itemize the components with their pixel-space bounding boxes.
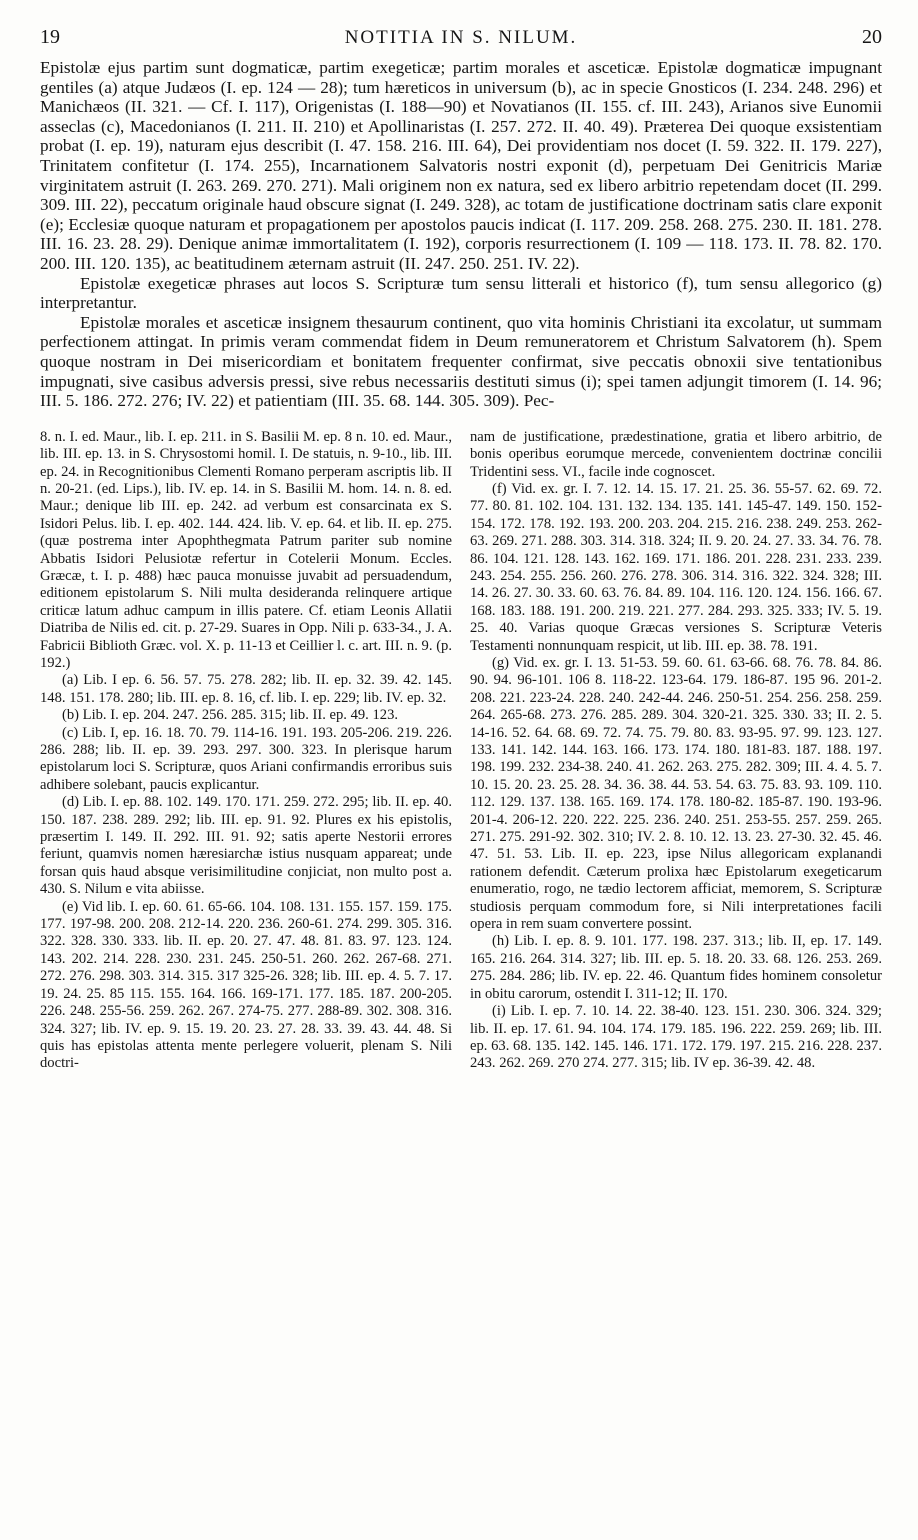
footnote-continuation: 8. n. I. ed. Maur., lib. I. ep. 211. in S. Basilii M. ep. 8 n. 10. ed. Maur., lib. III. ep. 13. in S. Chrysostomi homil. I. De statuis, n. 9-10., lib. III. ep. 24. in Recognitionibus Clementi Romano perperam ascriptis lib. II n. 20-21. (ed. Lips.), lib. IV. ep. 14. in S. Basilii M. hom. 14. n. 8. ed. Maur.; denique lib III. ep. 242. ad verbum est consarcinata ex S. Isidori Pelus. lib. I. ep. 402. 144. 424. lib. V. ep. 64. et lib. II. ep. 275. (quæ postrema inter Apophthegmata Patrum pariter sub nomine Abbatis Isidori Pelusiotæ refertur in Cotelerii Monum. Eccles. Græcæ, t. I. p. 488) hæc pauca monuisse juvabit ad persuadendum, editionem epistolarum S. Nili multa desideranda relinquere artique criticæ latum adhuc campum in illis patere. Cf. etiam Leonis Allatii Diatriba de Nilis ed. cit. p. 27-29. Suares in Opp. Nili p. 633-34., J. A. Fabricii Biblioth Græc. vol. X. p. 11-13 et Ceillier l. c. art. III. n. 9. (p. 192.) <box>40 428 452 671</box>
paragraph-moral: Epistolæ morales et asceticæ insignem thesaurum continent, quo vita hominis Christiani ita excolatur, ut summam perfectionem attingat. In primis veram commendat fidem in Deum remuneratorem et Christum Salvatorem (h). Spem quoque nostram in Dei misericordiam et bonitatem frequenter confirmat, sive peccatis obnoxii sive tentationibus impugnati, sive casibus adversis pressi, sive rebus necessariis destituti simus (i); spei tamen adjungit timorem (I. 14. 96; III. 5. 186. 272. 276; IV. 22) et patientiam (III. 35. 68. 144. 305. 309). Pec- <box>40 312 882 411</box>
footnote-column-left <box>40 429 452 1073</box>
footnote-g: (g) Vid. ex. gr. I. 13. 51-53. 59. 60. 61. 63-66. 68. 76. 78. 84. 86. 90. 94. 96-101. 106 8. 118-22. 123-64. 179. 186-87. 195 96. 201-2. 208. 221. 223-24. 228. 240. 242-44. 246. 250-51. 254. 256. 258. 259. 264. 265-68. 273. 276. 285. 289. 304. 320-21. 325. 330. 33; II. 2. 5. 14-16. 52. 64. 68. 69. 72. 74. 75. 79. 80. 83. 93-95. 97. 99. 123. 127. 133. 141. 142. 144. 163. 166. 173. 174. 180. 181-83. 187. 188. 197. 198. 199. 232. 234-38. 240. 41. 262. 263. 275. 282. 309; III. 4. 4. 5. 7. 10. 15. 20. 23. 25. 28. 34. 36. 38. 44. 53. 54. 63. 75. 83. 93. 109. 110. 112. 129. 137. 138. 165. 169. 174. 178. 180-82. 185-87. 190. 193-96. 201-4. 206-12. 220. 222. 225. 236. 240. 251. 253-55. 257. 259. 265. 271. 275. 291-92. 302. 310; IV. 2. 8. 10. 12. 13. 23. 27-30. 32. 45. 46. 47. 51. 53. Lib. II. ep. 223, ipse Nilus allegoricam explanandi rationem defendit. Cæterum prolixa hæc Epistolarum exegeticarum enumeratio, rogo, ne tædio lectorem afficiat, memorem, S. Scripturæ studiosis perquam commodum fore, si Nili interpretationes facili opera in rem suam convertere possint. <box>470 654 882 933</box>
paragraph-exegetic: Epistolæ exegeticæ phrases aut locos S. Scripturæ tum sensu litterali et historico (f), tum sensu allegorico (g) interpretantur. <box>40 273 882 313</box>
main-text <box>40 58 882 411</box>
page-title: NOTITIA IN S. NILUM. <box>344 27 578 48</box>
page-number-right: 20 <box>862 26 882 48</box>
footnotes <box>40 429 882 1073</box>
footnote-e-continuation: nam de justificatione, prædestinatione, gratia et libero arbitrio, de bonis operibus eorumque mercede, convenientem doctrinæ concilii Tridentini sess. VI., facile inde cognoscet. <box>470 428 882 480</box>
footnote-f: (f) Vid. ex. gr. I. 7. 12. 14. 15. 17. 21. 25. 36. 55-57. 62. 69. 72. 77. 80. 81. 102. 104. 131. 132. 134. 135. 141. 145-47. 149. 150. 152-154. 172. 178. 192. 193. 200. 203. 204. 215. 216. 238. 249. 253. 262-63. 269. 271. 288. 303. 314. 318. 324; II. 9. 20. 24. 27. 33. 34. 76. 78. 86. 104. 121. 128. 143. 162. 169. 171. 186. 201. 228. 231. 233. 239. 243. 254. 255. 256. 260. 276. 278. 306. 314. 316. 322. 324. 328; III. 14. 26. 27. 30. 33. 60. 63. 76. 84. 89. 104. 116. 120. 124. 156. 166. 67. 168. 183. 188. 191. 200. 219. 221. 277. 284. 293. 325. 333; IV. 5. 19. 25. 40. Varias quoque Græcas versiones S. Scripturæ Veteris Testamenti nonnunquam respicit, ut lib. III. ep. 38. 78. 191. <box>470 480 882 654</box>
section-divider <box>40 411 882 429</box>
footnote-c: (c) Lib. I, ep. 16. 18. 70. 79. 114-16. 191. 193. 205-206. 219. 226. 286. 288; lib. II. ep. 39. 293. 297. 300. 323. In plerisque harum epistolarum loci S. Scripturæ, quos Ariani confirmandis erroribus suis adhibere solebant, paucis explicantur. <box>40 724 452 793</box>
page-number-left: 19 <box>40 26 60 48</box>
footnote-i: (i) Lib. I. ep. 7. 10. 14. 22. 38-40. 123. 151. 230. 306. 324. 329; lib. II. ep. 17. 61. 94. 104. 174. 179. 185. 196. 222. 259. 269; lib. III. ep. 63. 68. 135. 142. 145. 146. 171. 172. 179. 197. 215. 216. 228. 237. 243. 262. 269. 270 274. 277. 315; lib. IV ep. 36-39. 42. 48. <box>470 1003 882 1072</box>
footnote-a: (a) Lib. I ep. 6. 56. 57. 75. 278. 282; lib. II. ep. 32. 39. 42. 145. 148. 151. 178. 280; lib. III. ep. 8. 16, cf. lib. I. ep. 229; lib. IV. ep. 32. <box>40 672 452 706</box>
footnote-b: (b) Lib. I. ep. 204. 247. 256. 285. 315; lib. II. ep. 49. 123. <box>62 707 399 724</box>
footnote-d: (d) Lib. I. ep. 88. 102. 149. 170. 171. 259. 272. 295; lib. II. ep. 40. 150. 187. 238. 289. 292; lib. III. ep. 91. 92. Plures ex his epistolis, præsertim I. 149. II. 292. III. 91. 92; satis aperte Nestorii errores feriunt, quamvis nomen hæresiarchæ istius nusquam appareat; unde forsan quis haud absque verisimilitudine conjiciat, non multo post a. 430. S. Nilum e vita abiisse. <box>40 794 452 898</box>
footnote-e: (e) Vid lib. I. ep. 60. 61. 65-66. 104. 108. 131. 155. 157. 159. 175. 177. 197-98. 200. 208. 212-14. 220. 236. 260-61. 274. 299. 305. 316. 322. 328. 330. 333. lib. II. ep. 20. 27. 47. 48. 81. 83. 97. 123. 124. 143. 202. 214. 228. 230. 231. 245. 250-51. 260. 262. 267-68. 271. 272. 276. 298. 303. 314. 315. 317 325-26. 328; lib. III. ep. 4. 5. 7. 17. 19. 24. 25. 85 115. 155. 164. 166. 169-171. 177. 185. 187. 200-205. 226. 248. 255-56. 259. 262. 267. 274-75. 277. 288-89. 302. 308. 316. 324. 327; lib. IV. ep. 9. 15. 19. 20. 23. 27. 28. 33. 39. 43. 44. 48. Si quis has epistolas attenta mente perlegere voluerit, plenam S. Nili doctri- <box>40 898 452 1072</box>
paragraph-dogmatic: Epistolæ ejus partim sunt dogmaticæ, partim exegeticæ; partim morales et asceticæ. Epistolæ dogmaticæ impugnant gentiles (a) atque Judæos (I. ep. 124 — 28); tum hæreticos in universum (b), ac in specie Gnosticos (I. 234. 248. 296) et Manichæos (II. 321. — Cf. I. 117), Origenistas (I. 188—90) et Novatianos (II. 155. cf. III. 243), Arianos sive Eunomii asseclas (c), Macedonianos (I. 211. II. 210) et Apollinaristas (I. 257. 272. II. 40. 49). Præterea Dei quoque exsistentiam probat (I. ep. 19), naturam ejus describit (I. 47. 158. 216. III. 64), Dei providentiam nos docet (I. 59. 322. II. 179. 227), Trinitatem confitetur (I. 174. 255), Incarnationem Salvatoris nostri exponit (d), perpetuam Dei Genitricis Mariæ virginitatem astruit (I. 263. 269. 270. 271). Mali originem non ex natura, sed ex libero arbitrio repetendam docet (II. 299. 309. III. 22), peccatum originale haud obscure signat (I. 249. 328), ac totam de justificatione doctrinam satis clare exponit (e); Ecclesiæ quoque naturam et propagationem per apostolos paucis indicat (I. 117. 209. 258. 268. 275. 230. II. 181. 278. III. 16. 23. 28. 29). Denique animæ immortalitatem (I. 192), corporis resurrectionem (I. 109 — 118. 173. II. 78. 82. 170. 200. III. 120. 135), ac beatitudinem æternam astruit (II. 247. 250. 251. IV. 22). <box>40 58 882 273</box>
running-header <box>40 26 882 54</box>
footnote-h: (h) Lib. I. ep. 8. 9. 101. 177. 198. 237. 313.; lib. II, ep. 17. 149. 165. 216. 264. 314. 327; lib. III. ep. 5. 18. 20. 33. 68. 126. 253. 269. 275. 284. 286; lib. IV. ep. 22. 46. Quantum fides hominem consoletur in obitu carorum, ostendit I. 311-12; II. 170. <box>470 933 882 1002</box>
footnote-column-right <box>470 429 882 1073</box>
